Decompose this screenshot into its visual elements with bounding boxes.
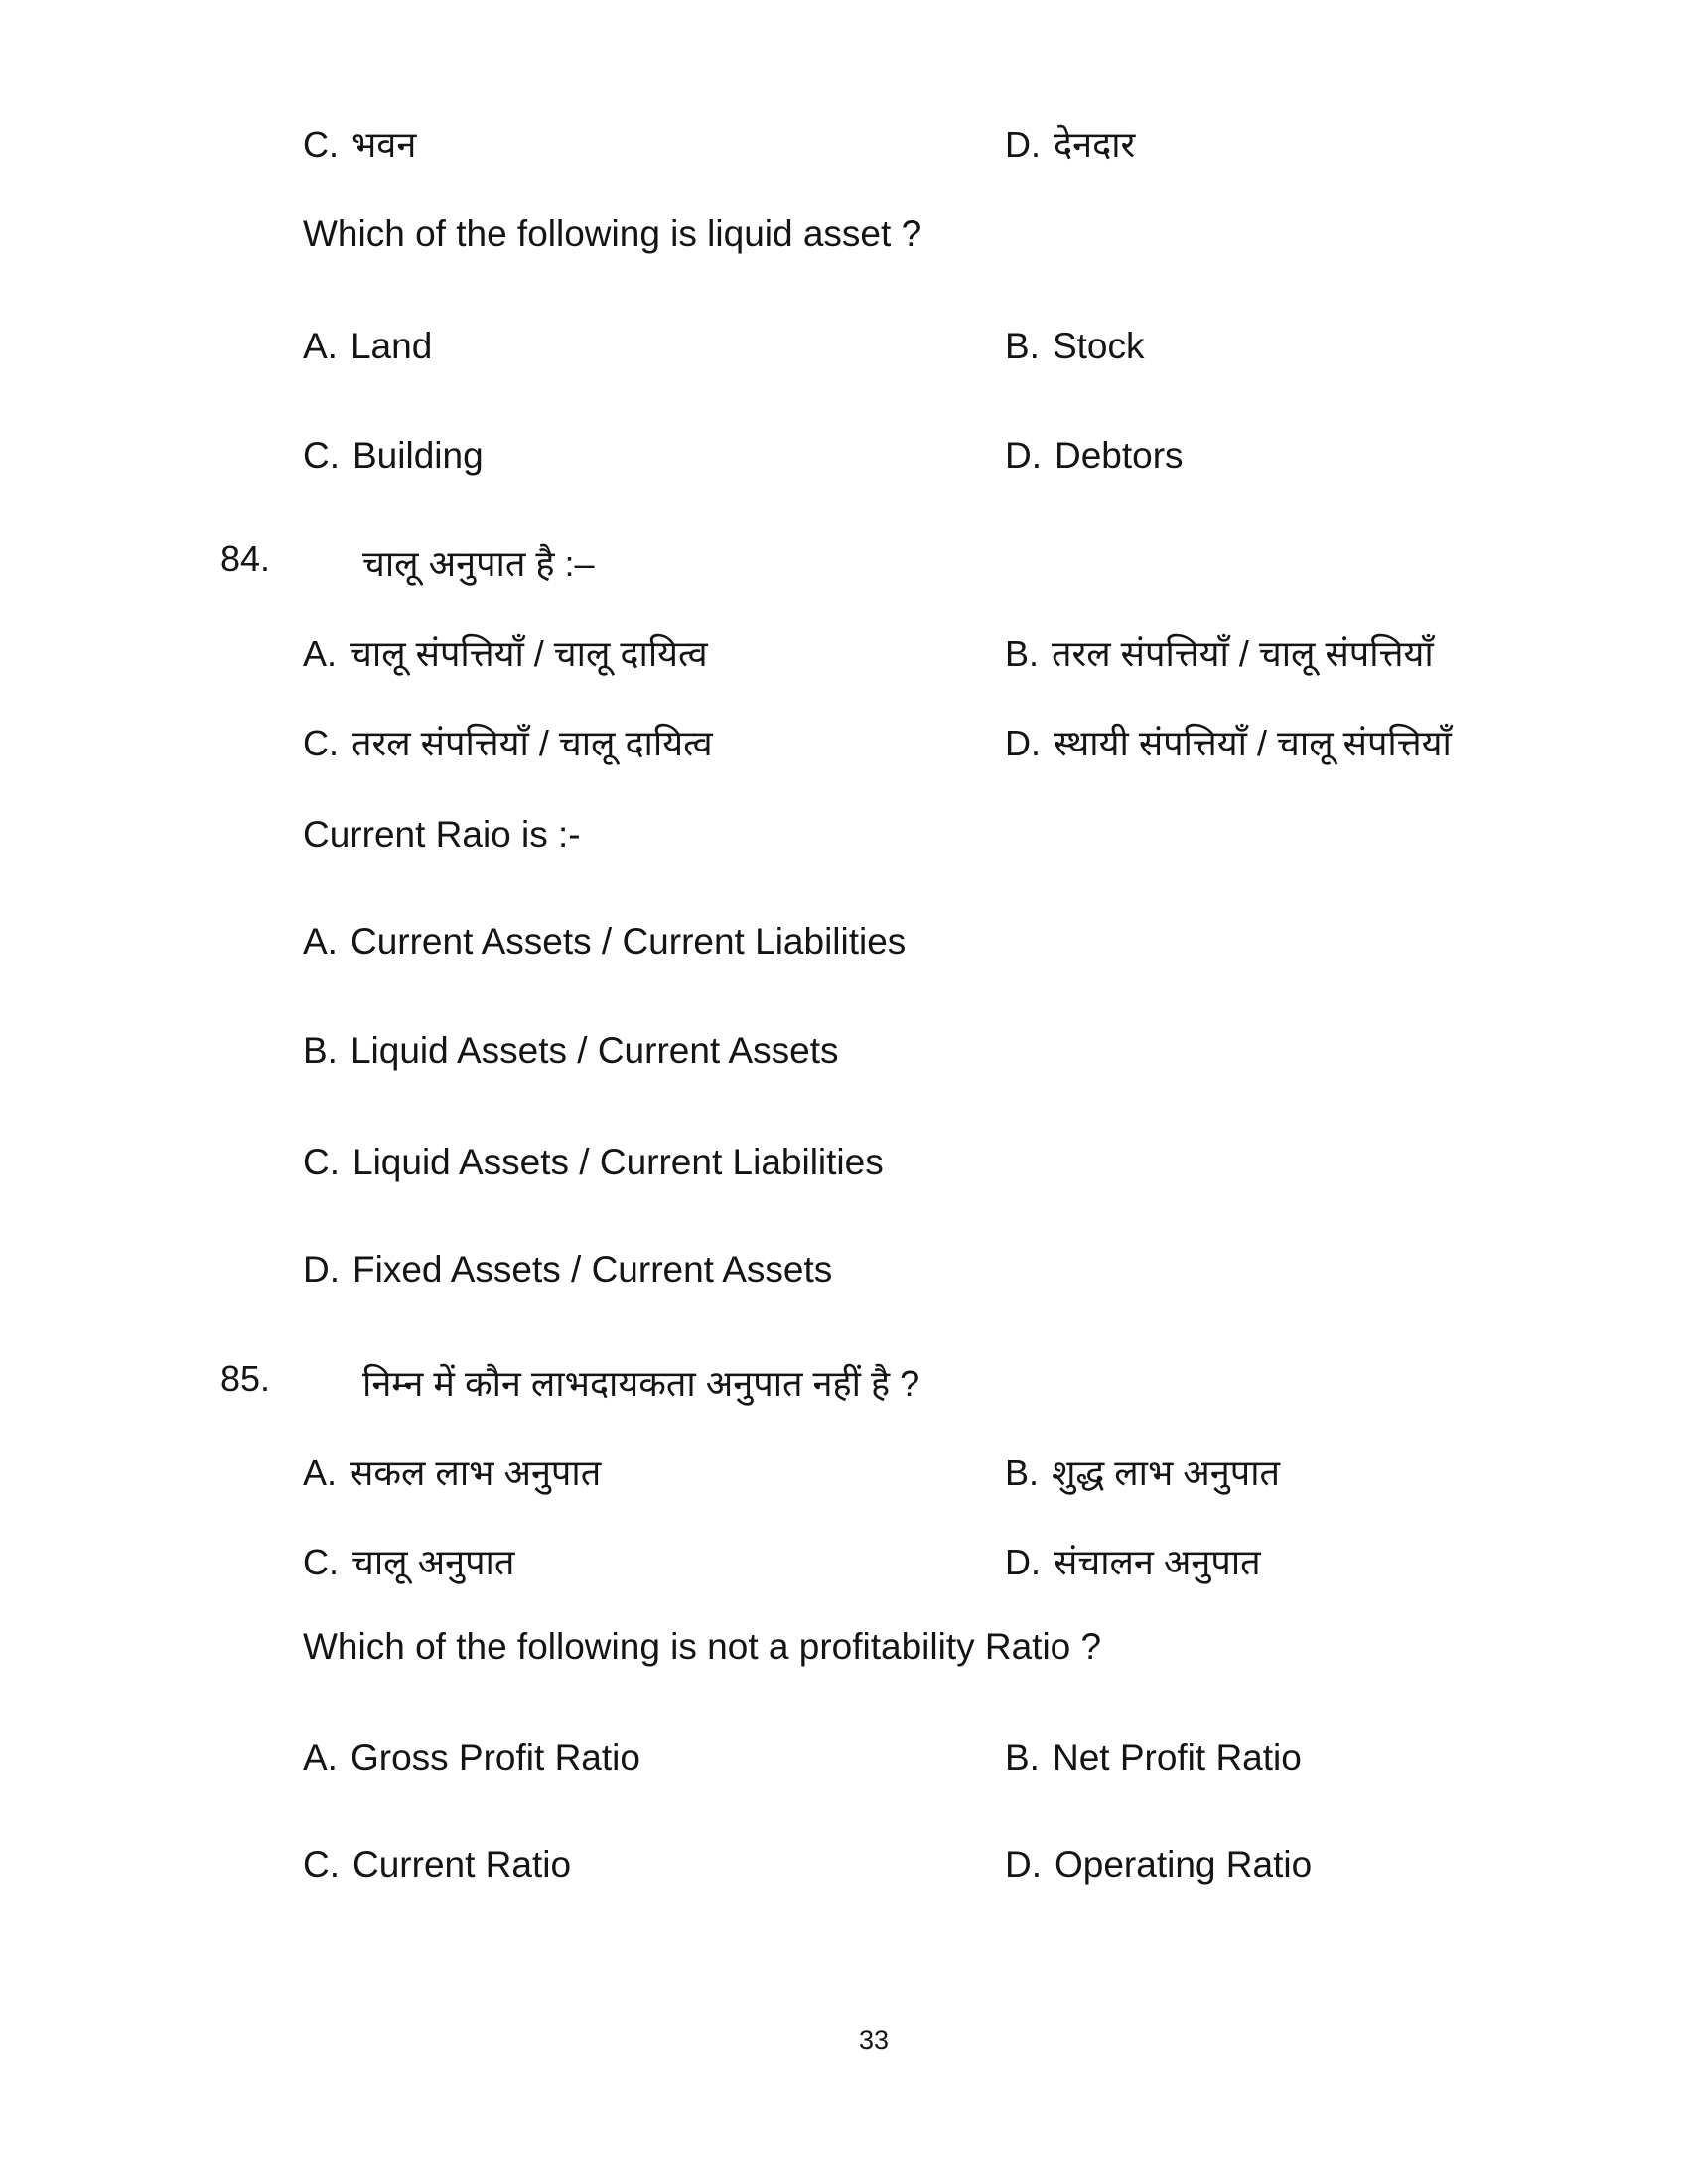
option-text: भवन xyxy=(352,124,417,165)
q85-option-d-hindi xyxy=(1005,1537,1261,1585)
option-text: चालू अनुपात xyxy=(352,1542,515,1582)
option-letter: A. xyxy=(303,326,338,366)
option-letter: B. xyxy=(303,1030,338,1071)
option-letter: C. xyxy=(303,1844,340,1885)
q85-option-a-english xyxy=(303,1737,640,1779)
option-letter: C. xyxy=(303,435,340,476)
option-letter: C. xyxy=(303,124,339,165)
prev-option-c-english xyxy=(303,435,484,477)
option-text: देनदार xyxy=(1054,124,1136,165)
option-letter: D. xyxy=(1005,124,1041,165)
option-text: Building xyxy=(352,435,484,476)
prev-option-c-hindi xyxy=(303,119,416,168)
option-text: Current Ratio xyxy=(352,1844,572,1885)
option-text: Debtors xyxy=(1055,435,1184,476)
option-letter: A. xyxy=(303,921,338,962)
question-85-hindi-text: निम्न में कौन लाभदायकता अनुपात नहीं है ? xyxy=(362,1363,920,1404)
option-letter: D. xyxy=(1005,1542,1041,1582)
option-letter: B. xyxy=(1005,1737,1040,1778)
option-text: Current Assets / Current Liabilities xyxy=(350,921,907,962)
q84-option-a-english xyxy=(303,921,906,963)
q84-option-b-english xyxy=(303,1030,838,1072)
prev-option-d-english xyxy=(1005,435,1184,477)
option-letter: B. xyxy=(1005,1452,1040,1493)
option-text: Land xyxy=(350,326,433,366)
option-letter: B. xyxy=(1005,633,1040,674)
q85-option-b-english xyxy=(1005,1737,1302,1779)
prev-option-a-english xyxy=(303,326,432,367)
option-text: तरल संपत्तियाँ / चालू दायित्व xyxy=(352,723,713,763)
q85-option-c-english xyxy=(303,1844,571,1886)
question-84-hindi-text: चालू अनुपात है :– xyxy=(362,543,595,584)
option-text: स्थायी संपत्तियाँ / चालू संपत्तियाँ xyxy=(1054,723,1452,763)
option-letter: C. xyxy=(303,1542,339,1582)
option-text: Gross Profit Ratio xyxy=(350,1737,640,1778)
option-text: Fixed Assets / Current Assets xyxy=(352,1249,833,1290)
option-text: शुद्ध लाभ अनुपात xyxy=(1052,1452,1281,1493)
option-letter: D. xyxy=(1005,1844,1042,1885)
option-letter: D. xyxy=(1005,435,1042,476)
option-text: Net Profit Ratio xyxy=(1052,1737,1302,1778)
q84-option-c-english xyxy=(303,1142,884,1183)
q85-option-d-english xyxy=(1005,1844,1312,1886)
prev-option-b-english xyxy=(1005,326,1145,367)
option-letter: B. xyxy=(1005,326,1040,366)
q84-option-d-english xyxy=(303,1249,832,1291)
option-text: संचालन अनुपात xyxy=(1054,1542,1261,1582)
q85-option-c-hindi xyxy=(303,1537,514,1585)
option-text: सकल लाभ अनुपात xyxy=(350,1452,602,1493)
prev-question-english-text: Which of the following is liquid asset ? xyxy=(303,213,922,254)
q84-option-a-hindi xyxy=(303,628,708,677)
option-letter: C. xyxy=(303,1142,340,1182)
question-85-english-text: Which of the following is not a profitability Ratio ? xyxy=(303,1626,1102,1667)
page-number: 33 xyxy=(858,2025,890,2055)
option-text: Liquid Assets / Current Assets xyxy=(350,1030,839,1071)
option-letter: A. xyxy=(303,1452,338,1493)
q84-option-b-hindi xyxy=(1005,628,1434,677)
q85-option-a-hindi xyxy=(303,1447,601,1496)
option-text: चालू संपत्तियाँ / चालू दायित्व xyxy=(350,633,708,674)
prev-option-d-hindi xyxy=(1005,119,1135,168)
option-text: तरल संपत्तियाँ / चालू संपत्तियाँ xyxy=(1052,633,1434,674)
q84-option-d-hindi xyxy=(1005,718,1452,766)
option-letter: A. xyxy=(303,1737,338,1778)
option-text: Liquid Assets / Current Liabilities xyxy=(352,1142,884,1182)
option-text: Operating Ratio xyxy=(1055,1844,1313,1885)
question-85-number: 85. xyxy=(220,1358,271,1399)
question-84-number: 84. xyxy=(220,538,271,579)
question-84-english-text: Current Raio is :- xyxy=(303,814,581,855)
option-letter: A. xyxy=(303,633,338,674)
option-letter: D. xyxy=(303,1249,340,1290)
option-letter: D. xyxy=(1005,723,1041,763)
option-text: Stock xyxy=(1052,326,1145,366)
option-letter: C. xyxy=(303,723,339,763)
q84-option-c-hindi xyxy=(303,718,713,766)
q85-option-b-hindi xyxy=(1005,1447,1280,1496)
